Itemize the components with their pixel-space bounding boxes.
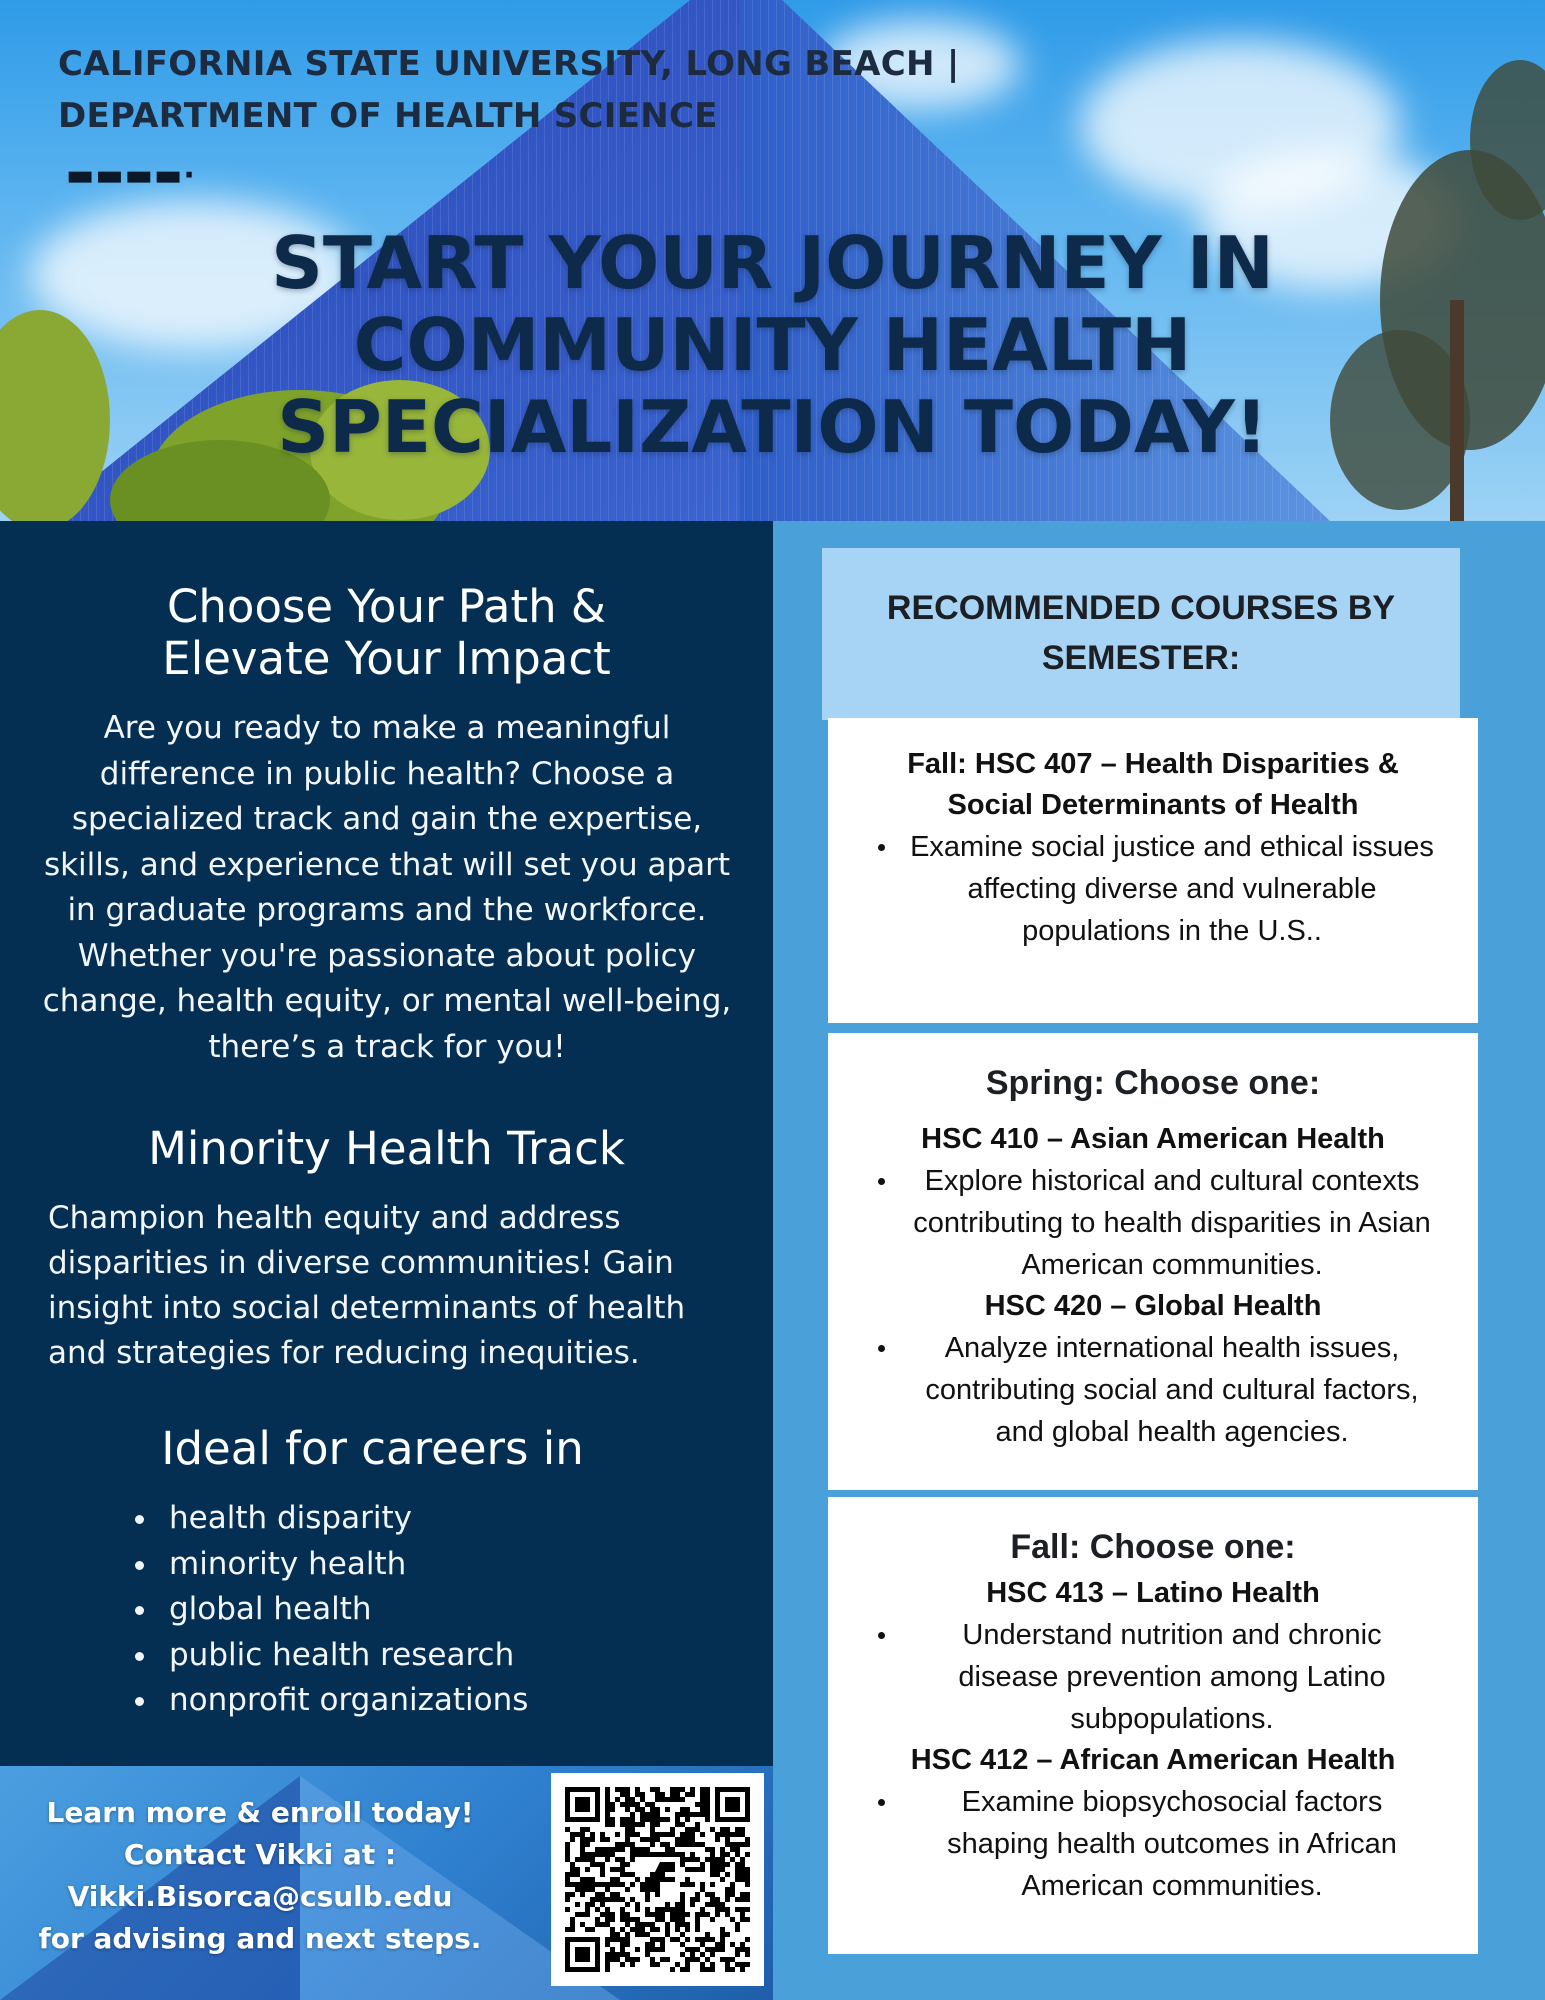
path-heading bbox=[0, 581, 773, 685]
text-line: there’s a track for you! bbox=[208, 1028, 566, 1065]
text-line: Examine social justice and ethical issues bbox=[910, 831, 1434, 863]
course-title: HSC 413 – Latino Health bbox=[986, 1577, 1320, 1609]
contact-label: Contact Vikki at : bbox=[123, 1838, 397, 1871]
contact-note: for advising and next steps. bbox=[38, 1922, 482, 1955]
course-description bbox=[828, 826, 1478, 952]
heading-line: RECOMMENDED COURSES BY bbox=[886, 589, 1396, 627]
department-name: DEPARTMENT OF HEALTH SCIENCE bbox=[58, 96, 718, 136]
course-title: Fall: HSC 407 – Health Disparities & bbox=[907, 748, 1399, 780]
text-line: difference in public health? Choose a bbox=[99, 755, 675, 792]
track-description bbox=[48, 1196, 748, 1376]
text-line: disease prevention among Latino bbox=[958, 1661, 1386, 1693]
text-line: Are you ready to make a meaningful bbox=[103, 710, 671, 746]
intro-paragraph bbox=[22, 706, 752, 1070]
text-line: contributing social and cultural factors, bbox=[925, 1374, 1419, 1406]
contact-text bbox=[20, 1792, 500, 1960]
list-item: minority health bbox=[135, 1542, 528, 1588]
course-description bbox=[828, 1781, 1478, 1907]
text-line: Examine biopsychosocial factors bbox=[961, 1786, 1383, 1818]
text-line: affecting diverse and vulnerable bbox=[967, 873, 1377, 905]
heading-line: Choose Your Path & bbox=[166, 580, 607, 633]
text-line: skills, and experience that will set you apart bbox=[43, 846, 731, 883]
careers-heading: Ideal for careers in bbox=[161, 1422, 584, 1475]
text-line: in graduate programs and the workforce. bbox=[67, 892, 707, 928]
page-title bbox=[200, 222, 1345, 468]
text-line: and strategies for reducing inequities. bbox=[48, 1335, 640, 1371]
course-title: Social Determinants of Health bbox=[947, 789, 1359, 821]
text-line: shaping health outcomes in African bbox=[947, 1828, 1397, 1860]
enroll-callout: Learn more & enroll today! bbox=[46, 1796, 474, 1829]
course-description bbox=[828, 1160, 1478, 1286]
list-item: global health bbox=[135, 1587, 528, 1633]
qr-code[interactable] bbox=[551, 1773, 764, 1986]
track-info-panel bbox=[0, 521, 773, 1766]
courses-panel bbox=[773, 521, 1545, 2000]
list-item: public health research bbox=[135, 1633, 528, 1679]
qr-code-icon bbox=[565, 1787, 750, 1972]
text-line: Whether you're passionate about policy bbox=[77, 937, 697, 974]
course-card-fall-2 bbox=[828, 1497, 1478, 1954]
course-title: HSC 410 – Asian American Health bbox=[921, 1123, 1385, 1155]
text-line: populations in the U.S.. bbox=[1022, 915, 1322, 947]
decorative-dashes: ▬▬▬▬· bbox=[66, 158, 196, 193]
text-line: disparities in diverse communities! Gain bbox=[48, 1245, 674, 1281]
university-name: CALIFORNIA STATE UNIVERSITY, LONG BEACH | bbox=[58, 44, 960, 84]
careers-list bbox=[135, 1496, 528, 1724]
text-line: Understand nutrition and chronic bbox=[962, 1619, 1382, 1651]
course-title: HSC 420 – Global Health bbox=[984, 1290, 1322, 1322]
heading-line: Elevate Your Impact bbox=[162, 632, 611, 685]
semester-heading: Fall: Choose one: bbox=[1010, 1528, 1296, 1566]
title-line: SPECIALIZATION TODAY! bbox=[277, 385, 1268, 469]
title-line: START YOUR JOURNEY IN bbox=[271, 221, 1274, 305]
text-line: American communities. bbox=[1021, 1249, 1323, 1281]
courses-header bbox=[822, 548, 1460, 720]
hero-banner bbox=[0, 0, 1545, 521]
text-line: Champion health equity and address bbox=[48, 1200, 621, 1236]
list-item: nonprofit organizations bbox=[135, 1678, 528, 1724]
course-card-fall-1 bbox=[828, 718, 1478, 1023]
text-line: Explore historical and cultural contexts bbox=[924, 1165, 1420, 1197]
semester-heading: Spring: Choose one: bbox=[985, 1064, 1321, 1102]
text-line: and global health agencies. bbox=[995, 1416, 1349, 1448]
text-line: Analyze international health issues, bbox=[944, 1332, 1400, 1364]
text-line: subpopulations. bbox=[1070, 1703, 1274, 1735]
contact-email-link[interactable]: Vikki.Bisorca@csulb.edu bbox=[67, 1880, 453, 1913]
text-line: insight into social determinants of health bbox=[48, 1290, 686, 1326]
course-title: HSC 412 – African American Health bbox=[910, 1744, 1396, 1776]
course-description bbox=[828, 1614, 1478, 1740]
course-card-spring bbox=[828, 1033, 1478, 1490]
list-item: health disparity bbox=[135, 1496, 528, 1542]
text-line: change, health equity, or mental well-being, bbox=[42, 983, 732, 1019]
text-line: specialized track and gain the expertise, bbox=[71, 801, 703, 837]
title-line: COMMUNITY HEALTH bbox=[353, 303, 1192, 387]
course-description bbox=[828, 1327, 1478, 1453]
heading-line: SEMESTER: bbox=[1041, 639, 1241, 677]
courses-title bbox=[822, 583, 1460, 683]
organization-name bbox=[58, 38, 1058, 142]
track-heading: Minority Health Track bbox=[148, 1122, 625, 1175]
text-line: American communities. bbox=[1021, 1870, 1323, 1902]
text-line: contributing to health disparities in Asian bbox=[913, 1207, 1431, 1239]
